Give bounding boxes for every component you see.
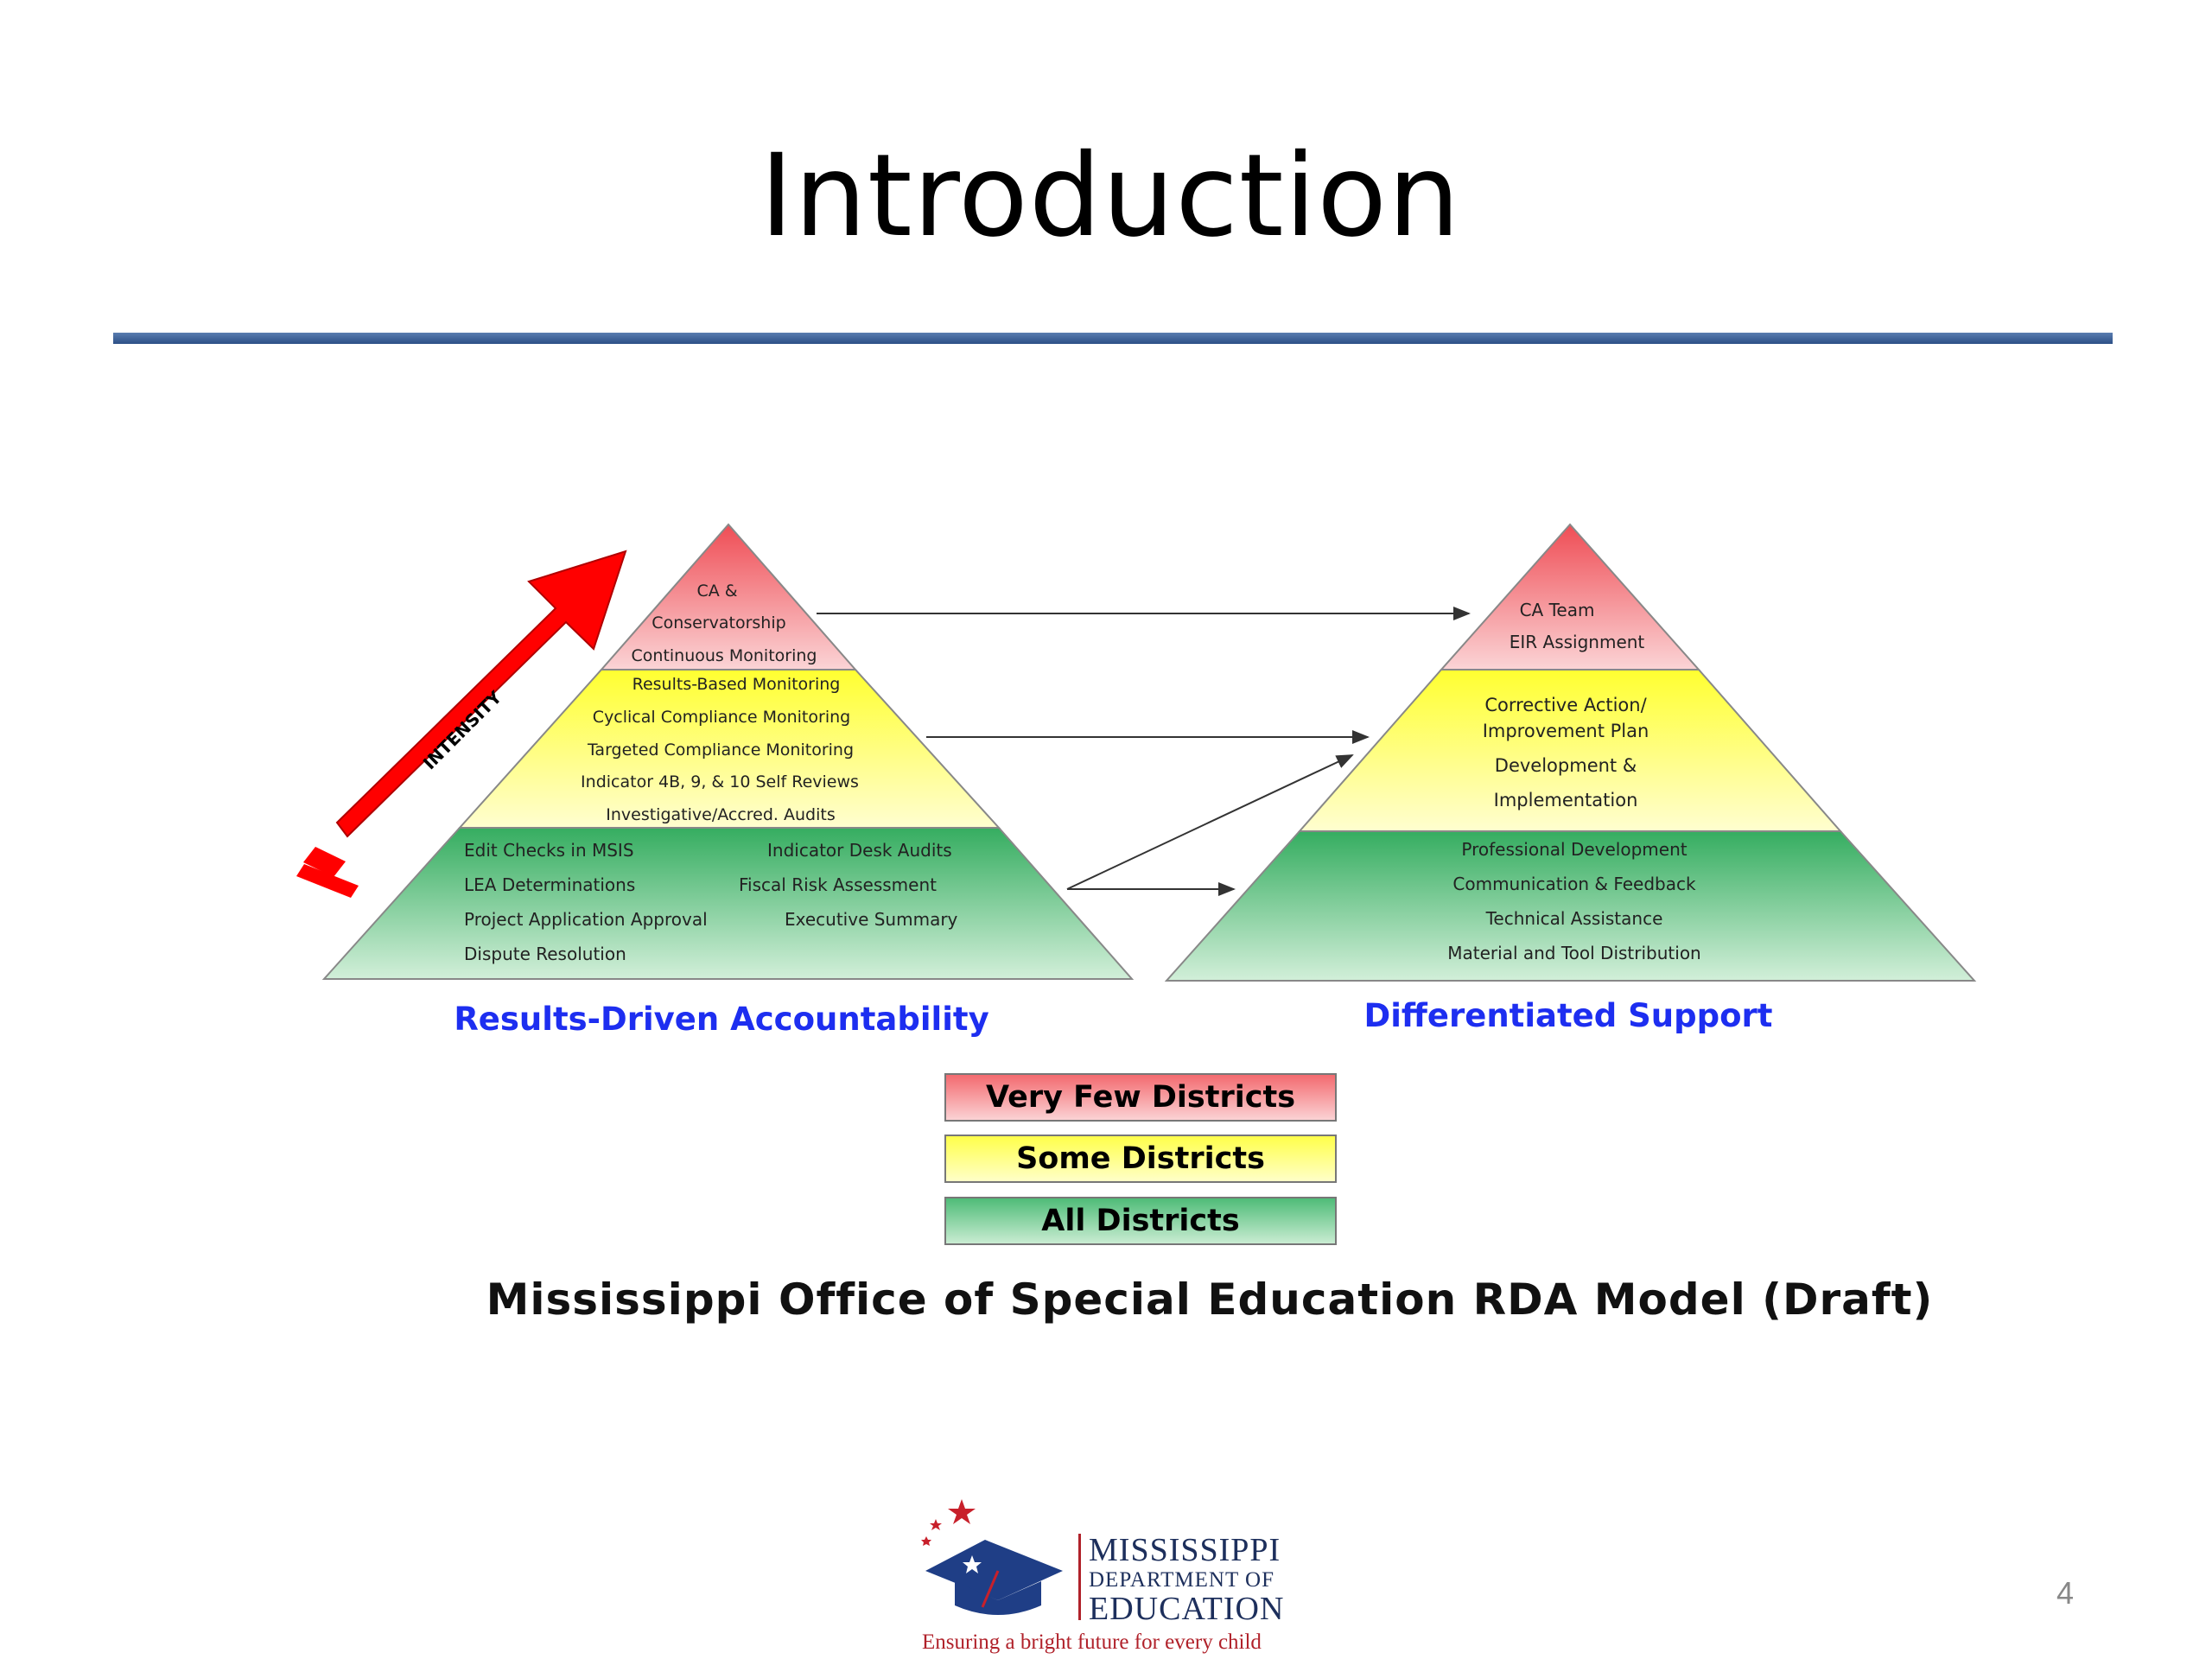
left-bottom-right-line-2: Fiscal Risk Assessment bbox=[739, 874, 937, 895]
logo-line-2: DEPARTMENT OF bbox=[1089, 1568, 1275, 1592]
left-top-line-1: CA & bbox=[696, 582, 738, 601]
left-pyramid-label: Results-Driven Accountability bbox=[454, 1001, 989, 1038]
legend-some-districts: Some Districts bbox=[944, 1135, 1337, 1183]
left-middle-line-5: Investigative/Accred. Audits bbox=[606, 805, 836, 824]
right-bottom-line-2: Communication & Feedback bbox=[1452, 874, 1696, 894]
logo-line-3: EDUCATION bbox=[1089, 1591, 1285, 1627]
logo-tagline: Ensuring a bright future for every child bbox=[922, 1630, 1262, 1654]
left-top-line-2: Conservatorship bbox=[652, 613, 786, 632]
right-middle-line-1: Corrective Action/ bbox=[1484, 695, 1647, 715]
left-middle-line-1: Results-Based Monitoring bbox=[632, 675, 841, 694]
logo-line-1: MISSISSIPPI bbox=[1089, 1532, 1281, 1568]
graduation-cap-icon bbox=[920, 1495, 1084, 1624]
diagram-caption: Mississippi Office of Special Education RDA Model (Draft) bbox=[486, 1274, 1934, 1325]
left-middle-line-3: Targeted Compliance Monitoring bbox=[587, 741, 855, 760]
left-pyramid-bottom-tier bbox=[324, 828, 1132, 979]
right-middle-line-2: Improvement Plan bbox=[1482, 721, 1649, 741]
mde-logo bbox=[920, 1495, 1318, 1654]
right-bottom-line-3: Technical Assistance bbox=[1485, 908, 1663, 929]
legend-very-few-districts: Very Few Districts bbox=[944, 1073, 1337, 1122]
right-middle-line-4: Implementation bbox=[1493, 790, 1638, 810]
right-pyramid-label: Differentiated Support bbox=[1363, 997, 1773, 1034]
right-top-line-2: EIR Assignment bbox=[1509, 632, 1645, 652]
left-bottom-right-line-3: Executive Summary bbox=[785, 909, 958, 930]
logo-divider bbox=[1078, 1534, 1081, 1620]
right-middle-line-3: Development & bbox=[1494, 755, 1637, 776]
page-number: 4 bbox=[2056, 1575, 2075, 1611]
left-top-line-3: Continuous Monitoring bbox=[631, 646, 817, 665]
slide-title: Introduction bbox=[760, 130, 1461, 263]
right-top-line-1: CA Team bbox=[1519, 600, 1595, 620]
right-bottom-line-1: Professional Development bbox=[1461, 839, 1688, 860]
left-bottom-left-line-2: LEA Determinations bbox=[464, 874, 636, 895]
left-bottom-right-line-1: Indicator Desk Audits bbox=[767, 840, 952, 861]
legend-all-districts: All Districts bbox=[944, 1197, 1337, 1245]
left-bottom-left-line-4: Dispute Resolution bbox=[464, 944, 626, 964]
right-bottom-line-4: Material and Tool Distribution bbox=[1447, 943, 1701, 963]
left-middle-line-4: Indicator 4B, 9, & 10 Self Reviews bbox=[581, 772, 859, 791]
left-bottom-left-line-1: Edit Checks in MSIS bbox=[464, 840, 634, 861]
left-bottom-left-line-3: Project Application Approval bbox=[464, 909, 708, 930]
intensity-label: INTENSITY bbox=[418, 686, 506, 774]
left-middle-line-2: Cyclical Compliance Monitoring bbox=[592, 708, 851, 727]
